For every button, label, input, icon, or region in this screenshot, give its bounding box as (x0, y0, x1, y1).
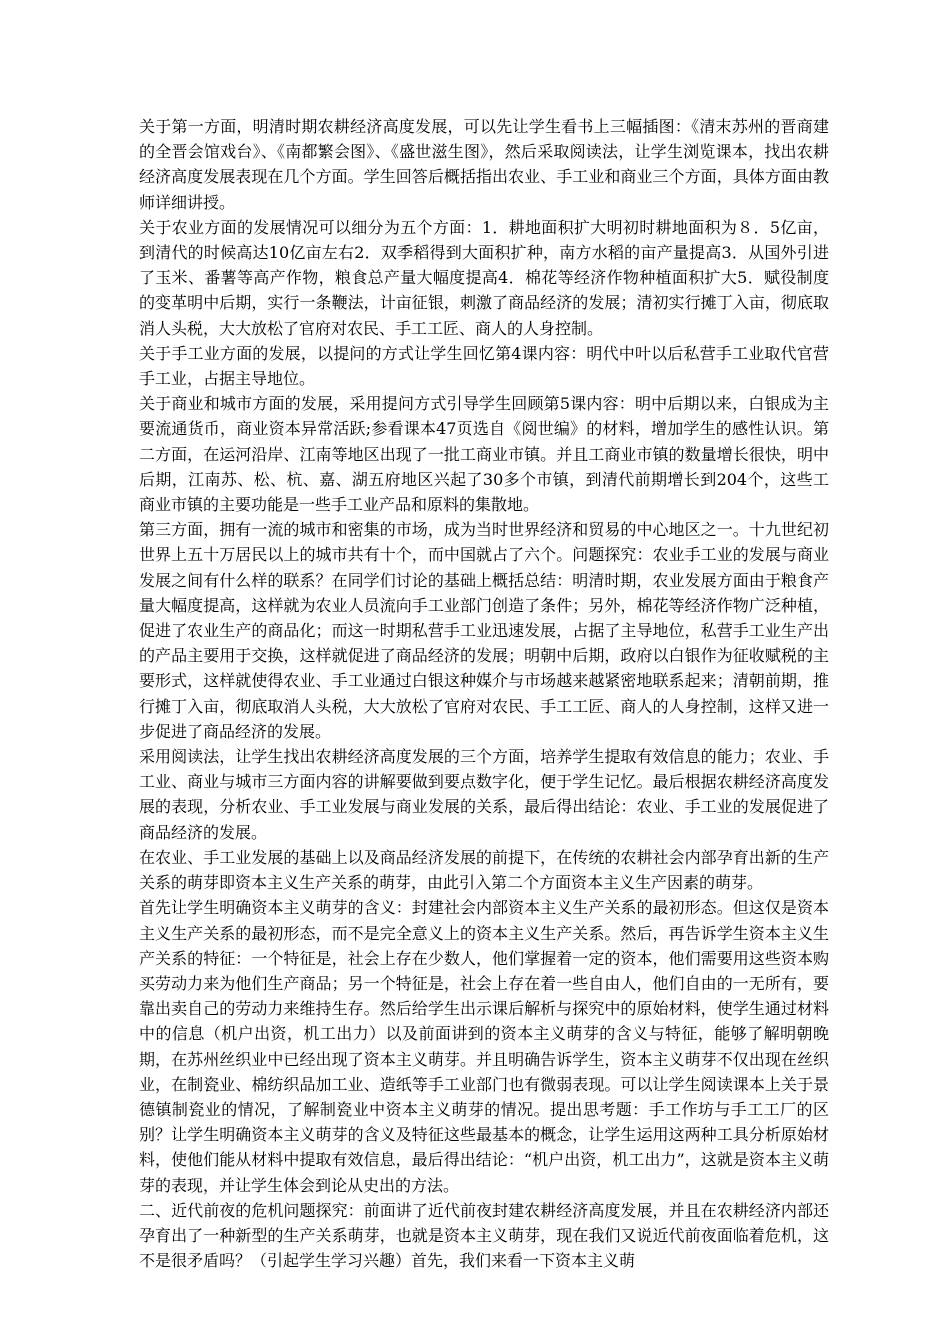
paragraph-4: 关于商业和城市方面的发展，采用提问方式引导学生回顾第5课内容：明中后期以来，白银成为主要流通货币，商业资本异常活跃;参看课本47页选自《阅世编》的材料，增加学生的感性认识。第二方面，在运河沿岸、江南等地区出现了一批工商业市镇。并且工商业市镇的数量增长很快，明中后期，江南苏、松、杭、嘉、湖五府地区兴起了30多个市镇，到清代前期增长到204个，这些工商业市镇的主要功能是一些手工业产品和原料的集散地。 (139, 394, 829, 515)
document-body (139, 114, 829, 1273)
paragraph-1: 关于第一方面，明清时期农耕经济高度发展，可以先让学生看书上三幅插图：《清末苏州的晋商建的全晋会馆戏台》、《南都繁会图》、《盛世滋生图》，然后采取阅读法，让学生浏览课本，找出农耕经济高度发展表现在几个方面。学生回答后概括指出农业、手工业和商业三个方面，具体方面由教师详细讲授。 (139, 117, 829, 212)
paragraph-5: 第三方面，拥有一流的城市和密集的市场，成为当时世界经济和贸易的中心地区之一。十九世纪初世界上五十万居民以上的城市共有十个，而中国就占了六个。问题探究：农业手工业的发展与商业发展之间有什么样的联系？在同学们讨论的基础上概括总结：明清时期，农业发展方面由于粮食产量大幅度提高，这样就为农业人员流向手工业部门创造了条件；另外，棉花等经济作物广泛种植，促进了农业生产的商品化；而这一时期私营手工业迅速发展，占据了主导地位，私营手工业生产出的产品主要用于交换，这样就促进了商品经济的发展；明朝中后期，政府以白银作为征收赋税的主要形式，这样就使得农业、手工业通过白银这种媒介与市场越来越紧密地联系起来；清朝前期，推行摊丁入亩，彻底取消人头税，大大放松了官府对农民、手工工匠、商人的人身控制，这样又进一步促进了商品经济的发展。 (139, 520, 829, 741)
paragraph-2: 关于农业方面的发展情况可以细分为五个方面：1．耕地面积扩大明初时耕地面积为８．5亿亩，到清代的时候高达10亿亩左右2．双季稻得到大面积扩种，南方水稻的亩产量提高3．从国外引进了玉米、番薯等高产作物，粮食总产量大幅度提高4．棉花等经济作物种植面积扩大5．赋役制度的变革明中后期，实行一条鞭法，计亩征银，刺激了商品经济的发展；清初实行摊丁入亩，彻底取消人头税，大大放松了官府对农民、手工工匠、商人的人身控制。 (139, 217, 829, 338)
paragraph-8: 首先让学生明确资本主义萌芽的含义：封建社会内部资本主义生产关系的最初形态。但这仅是资本主义生产关系的最初形态，而不是完全意义上的资本主义生产关系。然后，再告诉学生资本主义生产关系的特征：一个特征是，社会上存在少数人，他们掌握着一定的资本，他们需要用这些资本购买劳动力来为他们生产商品；另一个特征是，社会上存在着一些自由人，他们自由的一无所有，要靠出卖自己的劳动力来维持生存。然后给学生出示课后解析与探究中的原始材料，使学生通过材料中的信息（机户出资，机工出力）以及前面讲到的资本主义萌芽的含义与特征，能够了解明朝晚期，在苏州丝织业中已经出现了资本主义萌芽。并且明确告诉学生，资本主义萌芽不仅出现在丝织业，在制瓷业、棉纺织品加工业、造纸等手工业部门也有微弱表现。可以让学生阅读课本上关于景德镇制瓷业的情况，了解制瓷业中资本主义萌芽的情况。提出思考题：手工作坊与手工工厂的区别？让学生明确资本主义萌芽的含义及特征这些最基本的概念，让学生运用这两种工具分析原始材料，使他们能从材料中提取有效信息，最后得出结论：“机户出资，机工出力”，这就是资本主义萌芽的表现，并让学生体会到论从史出的方法。 (139, 898, 829, 1195)
paragraph-9: 二、近代前夜的危机问题探究：前面讲了近代前夜封建农耕经济高度发展，并且在农耕经济内部还孕育出了一种新型的生产关系萌芽，也就是资本主义萌芽，现在我们又说近代前夜面临着危机，这不是很矛盾吗？（引起学生学习兴趣）首先，我们来看一下资本主义萌 (139, 1200, 829, 1271)
paragraph-7: 在农业、手工业发展的基础上以及商品经济发展的前提下，在传统的农耕社会内部孕育出新的生产关系的萌芽即资本主义生产关系的萌芽，由此引入第二个方面资本主义生产因素的萌芽。 (139, 847, 829, 893)
paragraph-3: 关于手工业方面的发展，以提问的方式让学生回忆第4课内容：明代中叶以后私营手工业取代官营手工业，占据主导地位。 (139, 343, 829, 389)
paragraph-6: 采用阅读法，让学生找出农耕经济高度发展的三个方面，培养学生提取有效信息的能力；农业、手工业、商业与城市三方面内容的讲解要做到要点数字化，便于学生记忆。最后根据农耕经济高度发展的表现，分析农业、手工业发展与商业发展的关系，最后得出结论：农业、手工业的发展促进了商品经济的发展。 (139, 747, 829, 842)
